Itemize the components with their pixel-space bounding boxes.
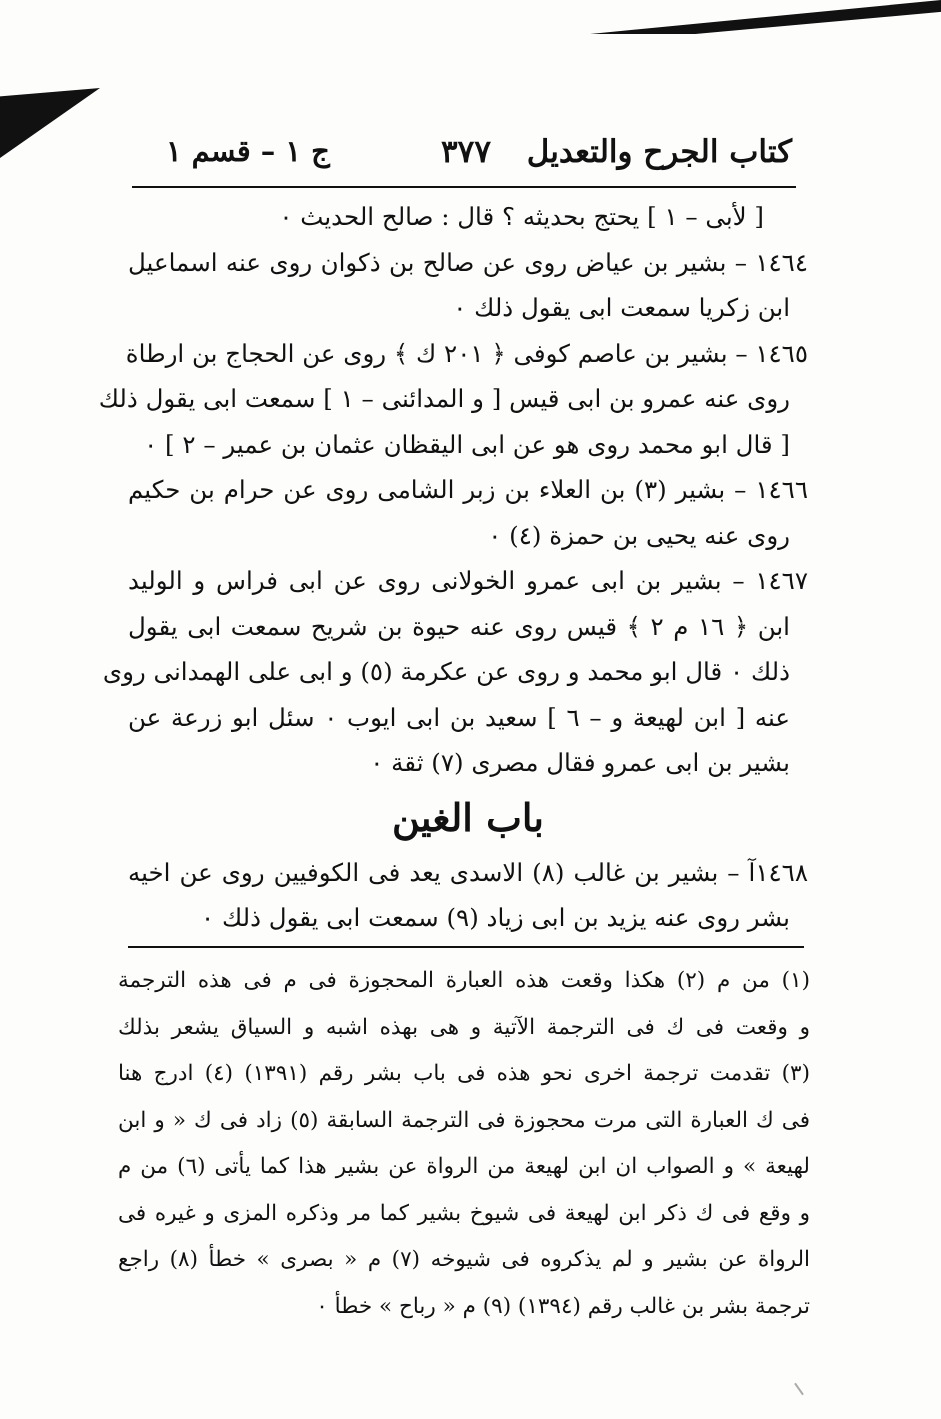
- scan-edge-shadow-top: [590, 0, 941, 34]
- entry-1467-line-3: ذلك ٠ قال ابو محمد و روى عن عكرمة (٥) و ابى على الهمدانى روى: [102, 657, 790, 686]
- entry-1464-line-1: ١٤٦٤ – بشير بن عياض روى عن صالح بن ذكوان روى عنه اسماعيل: [128, 247, 808, 277]
- footnote-line: (١) من م (٢) هكذا وقعت هذه العبارة المحجوزة فى م فى هذه الترجمة: [118, 968, 810, 993]
- entry-1465-line-1: ١٤٦٥ – بشير بن عاصم كوفى ﴿ ٢٠١ ك ﴾ روى عن الحجاج بن ارطاة: [125, 338, 808, 368]
- entry-1467-line-4: عنه [ ابن لهيعة و – ٦ ] سعيد بن ابى ايوب ٠ سئل ابو زرعة عن: [128, 702, 790, 732]
- entry-1467-line-5: بشير بن ابى عمرو فقال مصرى (٧) ثقة ٠: [370, 748, 790, 777]
- footnote-line: الرواة عن بشير و لم يذكروه فى شيوخه (٧) م « بصرى » خطأ (٨) راجع: [118, 1247, 811, 1272]
- footnote-line: و وقعت فى ك فى الترجمة الآتية و هى بهذه اشبه و السياق يشعر بذلك: [118, 1014, 810, 1040]
- footnotes: [118, 958, 810, 1330]
- book-title: كتاب الجرح والتعديل: [526, 134, 792, 170]
- footnote-line: ترجمة بشر بن غالب رقم (١٣٩٤) (٩) م « رباح » خطأ ٠: [316, 1293, 810, 1319]
- scan-edge-shadow-left: [0, 88, 100, 158]
- entry-1467-line-2: ابن ﴿ ١٦ م ٢ ﴾ قيس روى عنه حيوة بن شريح سمعت ابى يقول: [128, 611, 790, 641]
- footnote-rule: [128, 946, 804, 948]
- section-heading: باب الغين: [391, 794, 545, 840]
- header-rule: [132, 186, 796, 188]
- footnote-line: (٣) تقدمت ترجمة اخرى نحو هذه فى باب بشر رقم (١٣٩١) (٤) ادرج هنا: [118, 1061, 810, 1086]
- entry-1465-line-2: روى عنه عمرو بن ابى قيس [ و المدائنى – ١ ] سمعت ابى يقول ذلك: [98, 384, 790, 413]
- entry-1466-line-1: ١٤٦٦ – بشير (٣) بن العلاء بن زبر الشامى روى عن حرام بن حكيم: [128, 475, 808, 504]
- footnote-line: لهيعة » و الصواب ان ابن لهيعة من الرواة عن بشير هذا كما يأتى (٦) من م: [118, 1154, 810, 1179]
- footnote-line: فى ك العبارة التى مرت محجوزة فى الترجمة السابقة (٥) زاد فى ك « و ابن: [118, 1107, 811, 1133]
- entry-1464-line-2: ابن زكريا سمعت ابى يقول ذلك ٠: [453, 293, 790, 322]
- entry-1465-line-3: [ قال ابو محمد روى هو عن ابى اليقظان عثمان بن عمير – ٢ ] ٠: [144, 429, 790, 459]
- entry-1466-line-2: روى عنه يحيى بن حمزة (٤) ٠: [488, 520, 790, 550]
- entry-1467-line-1: ١٤٦٧ – بشير بن ابى عمرو الخولانى روى عن ابى فراس و الوليد: [128, 566, 808, 595]
- main-text: [98, 194, 808, 941]
- entry-1468-line-2: بشر روى عنه يزيد بن ابى زياد (٩) سمعت ابى يقول ذلك ٠: [201, 903, 790, 932]
- text-line: [ لأبى – ١ ] يحتج بحديثه ؟ قال : صالح الحديث ٠: [279, 202, 764, 231]
- entry-1468-line-1: ١٤٦٨آ – بشير بن غالب (٨) الاسدى يعد فى الكوفيين روى عن اخيه: [128, 857, 808, 887]
- volume-part-label: ج ١ – قسم ١: [166, 134, 330, 168]
- page-number: ٣٧٧: [441, 134, 491, 170]
- footnote-line: و وقع فى ك ذكر ابن لهيعة فى شيوخ بشير كما مر وذكره المزى و غيره فى: [118, 1200, 810, 1226]
- page-header: [136, 128, 796, 184]
- scan-speck: [794, 1383, 804, 1396]
